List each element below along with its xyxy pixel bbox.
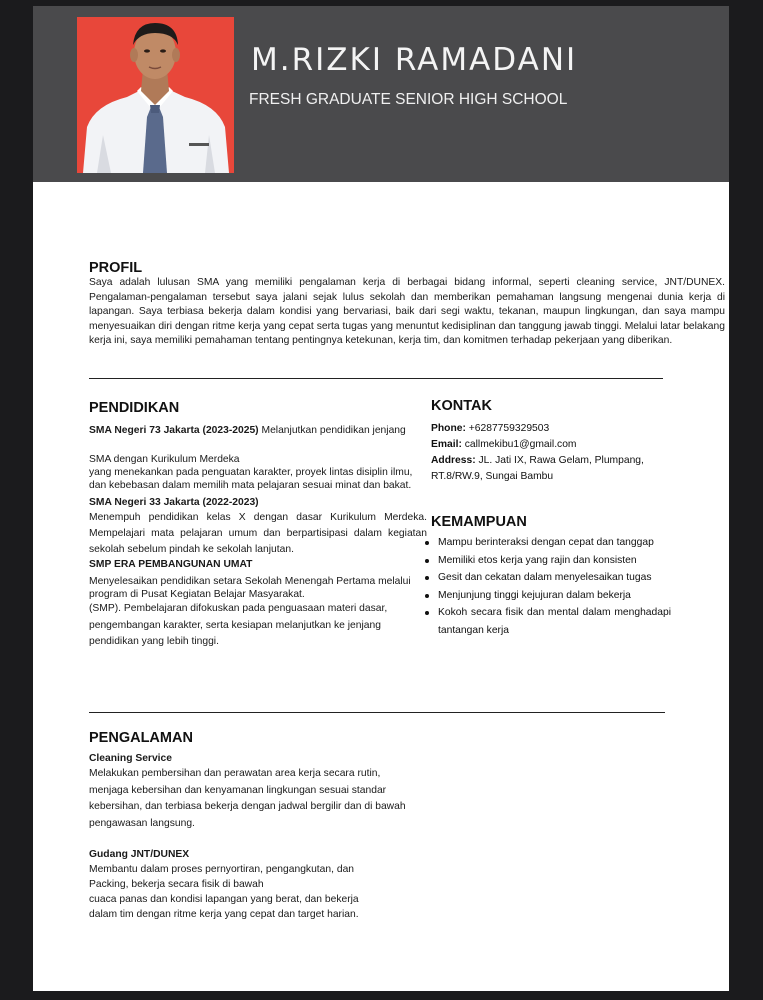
resume-page	[33, 6, 729, 991]
resume-header	[33, 6, 729, 182]
address-value: JL. Jati IX, Rawa Gelam, Plumpang, RT.8/RW.9, Sungai Bambu	[431, 455, 644, 482]
skill-item: Menjunjung tinggi kejujuran dalam bekerja	[423, 587, 671, 605]
address-label: Address:	[431, 455, 476, 466]
job1-title: Cleaning Service	[89, 753, 172, 764]
job2-line4: dalam tim dengan ritme kerja yang cepat dan target harian.	[89, 909, 359, 920]
phone-label: Phone:	[431, 423, 466, 434]
job-entry	[89, 848, 409, 922]
email-value: callmekibu1@gmail.com	[461, 439, 577, 450]
school3-name: SMP ERA PEMBANGUNAN UMAT	[89, 559, 253, 570]
phone-value: +6287759329503	[465, 423, 550, 434]
candidate-subtitle: FRESH GRADUATE SENIOR HIGH SCHOOL	[249, 91, 568, 108]
pengalaman-heading: PENGALAMAN	[89, 730, 193, 746]
contact-email	[431, 437, 671, 453]
kontak-section	[431, 421, 671, 485]
profil-text: Saya adalah lulusan SMA yang memiliki pengalaman kerja di berbagai bidang informal, seperti cleaning service, JNT/DUNEX. Pengalaman-pengalaman tersebut saya jalani sejak lulus sekolah dan memberikan pemahaman langsung mengenai dunia kerja di lapangan. Saya terbiasa bekerja dalam kondisi yang bervariasi, baik dari segi waktu, tekanan, maupun lingkungan, dan saya mampu menyesuaikan diri dengan ritme kerja yang cepat serta tugas yang menuntut kedisiplinan dan tanggung jawab tinggi. Melalui latar belakang kerja ini, saya memiliki pemahaman tentang pentingnya ketekunan, kerja tim, dan komitmen terhadap pekerjaan yang diberikan.	[89, 277, 725, 346]
job2-line2: Packing, bekerja secara fisik di bawah	[89, 879, 264, 890]
job1-desc: Melakukan pembersihan dan perawatan area kerja secara rutin, menjaga kebersihan dan kenyamanan lingkungan sesuai standar kebersihan, dan terbiasa bekerja dengan jadwal bergilir dan di bawah pengawasan langsung.	[89, 768, 406, 829]
school2-name: SMA Negeri 33 Jakarta (2022-2023)	[89, 497, 259, 508]
skills-list	[423, 534, 671, 639]
school-entry-1	[89, 424, 427, 438]
skill-item: Memiliki etos kerja yang rajin dan konsisten	[423, 552, 671, 570]
school3-desc2: (SMP). Pembelajaran difokuskan pada penguasaan materi dasar, pengembangan karakter, serta kesiapan melanjutkan ke jenjang pendidikan yang lebih tinggi.	[89, 603, 388, 647]
contact-address	[431, 453, 671, 485]
kontak-heading: KONTAK	[431, 398, 492, 414]
job2-line1: Membantu dalam proses pernyortiran, pengangkutan, dan	[89, 864, 355, 875]
divider-pengalaman	[89, 712, 665, 713]
job-entry	[89, 752, 409, 832]
school2-desc: Menempuh pendidikan kelas X dengan dasar Kurikulum Merdeka. Mempelajari mata pelajaran umum dan berpartisipasi dalam kegiatan sekolah sebelum pindah ke sekolah lanjutan.	[89, 512, 427, 555]
portrait-illustration	[77, 17, 234, 173]
school1-name: SMA Negeri 73 Jakarta (2023-2025)	[89, 425, 259, 436]
school3-desc: Menyelesaikan pendidikan setara Sekolah Menengah Pertama melalui program di Pusat Kegiatan Belajar Masyarakat.	[89, 576, 411, 600]
school1-desc: yang menekankan pada penguatan karakter, proyek lintas disiplin ilmu, dan kebebasan dalam memilih mata pelajaran sesuai minat dan bakat.	[89, 467, 413, 491]
school1-note: Melanjutkan pendidikan jenjang	[258, 425, 406, 436]
divider-profil	[89, 378, 663, 379]
skill-item: Gesit dan cekatan dalam menyelesaikan tugas	[423, 569, 671, 587]
kemampuan-heading: KEMAMPUAN	[431, 514, 527, 530]
skill-item: Kokoh secara fisik dan mental dalam menghadapi tantangan kerja	[423, 604, 671, 639]
contact-phone	[431, 421, 671, 437]
profile-photo	[77, 17, 234, 173]
pengalaman-section	[89, 752, 409, 922]
school1-line2: SMA dengan Kurikulum Merdeka	[89, 454, 240, 465]
pendidikan-heading: PENDIDIKAN	[89, 400, 180, 416]
pendidikan-section	[89, 424, 427, 651]
job2-line3: cuaca panas dan kondisi lapangan yang berat, dan bekerja	[89, 894, 359, 905]
profil-heading: PROFIL	[89, 260, 143, 276]
email-label: Email:	[431, 439, 462, 450]
job2-title: Gudang JNT/DUNEX	[89, 849, 190, 860]
candidate-name: M.RIZKI RAMADANI	[251, 42, 578, 78]
skill-item: Mampu berinteraksi dengan cepat dan tanggap	[423, 534, 671, 552]
